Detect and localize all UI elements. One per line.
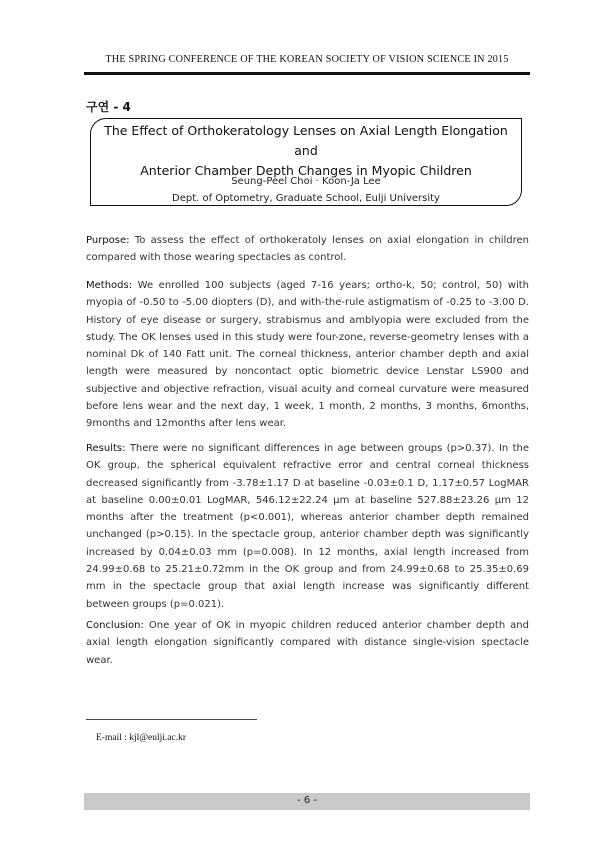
running-header: THE SPRING CONFERENCE OF THE KOREAN SOCIETY OF VISION SCIENCE IN 2015	[105, 54, 509, 65]
footnote-rule	[86, 719, 257, 720]
methods-paragraph	[86, 277, 529, 433]
page-number: - 6 -	[297, 795, 317, 806]
affiliation: Dept. of Optometry, Graduate School, Eulji University	[172, 193, 440, 204]
conclusion-paragraph	[86, 617, 529, 669]
conclusion-label: Conclusion:	[86, 620, 144, 631]
paper-title	[94, 121, 518, 181]
methods-text: We enrolled 100 subjects (aged 7-16 years; ortho-k, 50; control, 50) with myopia of -0.50 to -5.00 diopters (D), and with-the-rule astigmatism of -0.25 to -3.00 D. History of eye disease or surgery, strabismus and amblyopia were excluded from the study. The OK lenses used in this study were four-zone, reverse-geometry lenses with a nominal Dk of 140 Fatt unit. The corneal thickness, anterior chamber depth and axial length were measured by noncontact optic biometric device Lenstar LS900 and subjective and objective refraction, visual acuity and corneal curvature were measured before lens wear and the next day, 1 week, 1 month, 2 months, 3 months, 6months, 9months and 12months after lens wear.	[86, 280, 529, 430]
section-label: 구연 - 4	[86, 100, 131, 114]
purpose-paragraph	[86, 232, 529, 267]
purpose-text: To assess the effect of orthokeratoly lenses on axial elongation in children compared with those wearing spectacles as control.	[86, 235, 529, 264]
footnote-email: E-mail : kjl@eulji.ac.kr	[96, 733, 186, 743]
authors: Seung-Peel Choi · Koon-Ja Lee	[231, 176, 381, 187]
results-paragraph	[86, 440, 529, 613]
title-line-1: The Effect of Orthokeratology Lenses on Axial Length Elongation and	[104, 123, 508, 158]
results-label: Results:	[86, 443, 126, 454]
conclusion-text: One year of OK in myopic children reduced anterior chamber depth and axial length elongation significantly compared with distance single-vision spectacle wear.	[86, 620, 529, 666]
methods-label: Methods:	[86, 280, 133, 291]
title-line-2: Anterior Chamber Depth Changes in Myopic Children	[140, 163, 472, 178]
results-text: There were no significant differences in age between groups (p>0.37). In the OK group, the spherical equivalent refractive error and central corneal thickness decreased significantly from -3.78±1.17 D at baseline -0.03±0.1 D, 1.17±0.57 LogMAR at baseline 0.00±0.01 LogMAR, 546.12±22.24 μm at baseline 527.88±23.26 μm 12 months after the treatment (p<0.001), whereas anterior chamber depth remained unchanged (p>0.15). In the spectacle group, anterior chamber depth was significantly increased by 0.04±0.03 mm (p=0.008). In 12 months, axial length increased from 24.99±0.68 to 25.21±0.72mm in the OK group and from 24.99±0.68 to 25.35±0.69 mm in the spectacle group that axial length increase was significantly different between groups (p=0.021).	[86, 443, 529, 610]
purpose-label: Purpose:	[86, 235, 130, 246]
header-rule	[84, 72, 530, 75]
